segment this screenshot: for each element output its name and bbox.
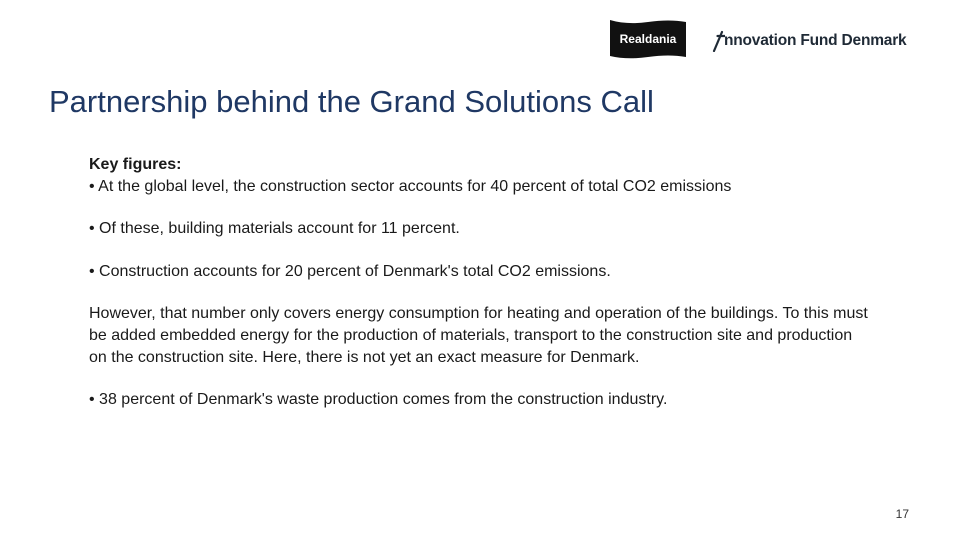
key-figures-heading: Key figures: bbox=[89, 156, 182, 173]
innovation-fund-logo-text: nnovation Fund Denmark bbox=[724, 32, 907, 49]
bullet-denmark-co2: • Construction accounts for 20 percent of Denmark's total CO2 emissions. bbox=[89, 263, 611, 280]
innovation-fund-denmark-logo bbox=[711, 29, 906, 53]
bullet-building-materials: • Of these, building materials account for 11 percent. bbox=[89, 220, 460, 237]
page-number: 17 bbox=[895, 507, 909, 521]
innovation-fund-slash-icon bbox=[711, 30, 725, 52]
realdania-logo-shape bbox=[607, 17, 689, 61]
slide-body bbox=[89, 154, 869, 411]
realdania-logo bbox=[607, 17, 689, 61]
realdania-logo-text: Realdania bbox=[619, 32, 677, 46]
paragraph-energy-consumption: However, that number only covers energy consumption for heating and operation of the buildings. To this must be added embedded energy for the production of materials, transport to the construction site and production on the construction site. Here, there is not yet an exact measure for Denmark. bbox=[89, 305, 868, 366]
bullet-waste-production: • 38 percent of Denmark's waste production comes from the construction industry. bbox=[89, 391, 668, 408]
slide-title: Partnership behind the Grand Solutions Call bbox=[49, 84, 654, 119]
bullet-global-co2: • At the global level, the construction sector accounts for 40 percent of total CO2 emissions bbox=[89, 178, 732, 195]
